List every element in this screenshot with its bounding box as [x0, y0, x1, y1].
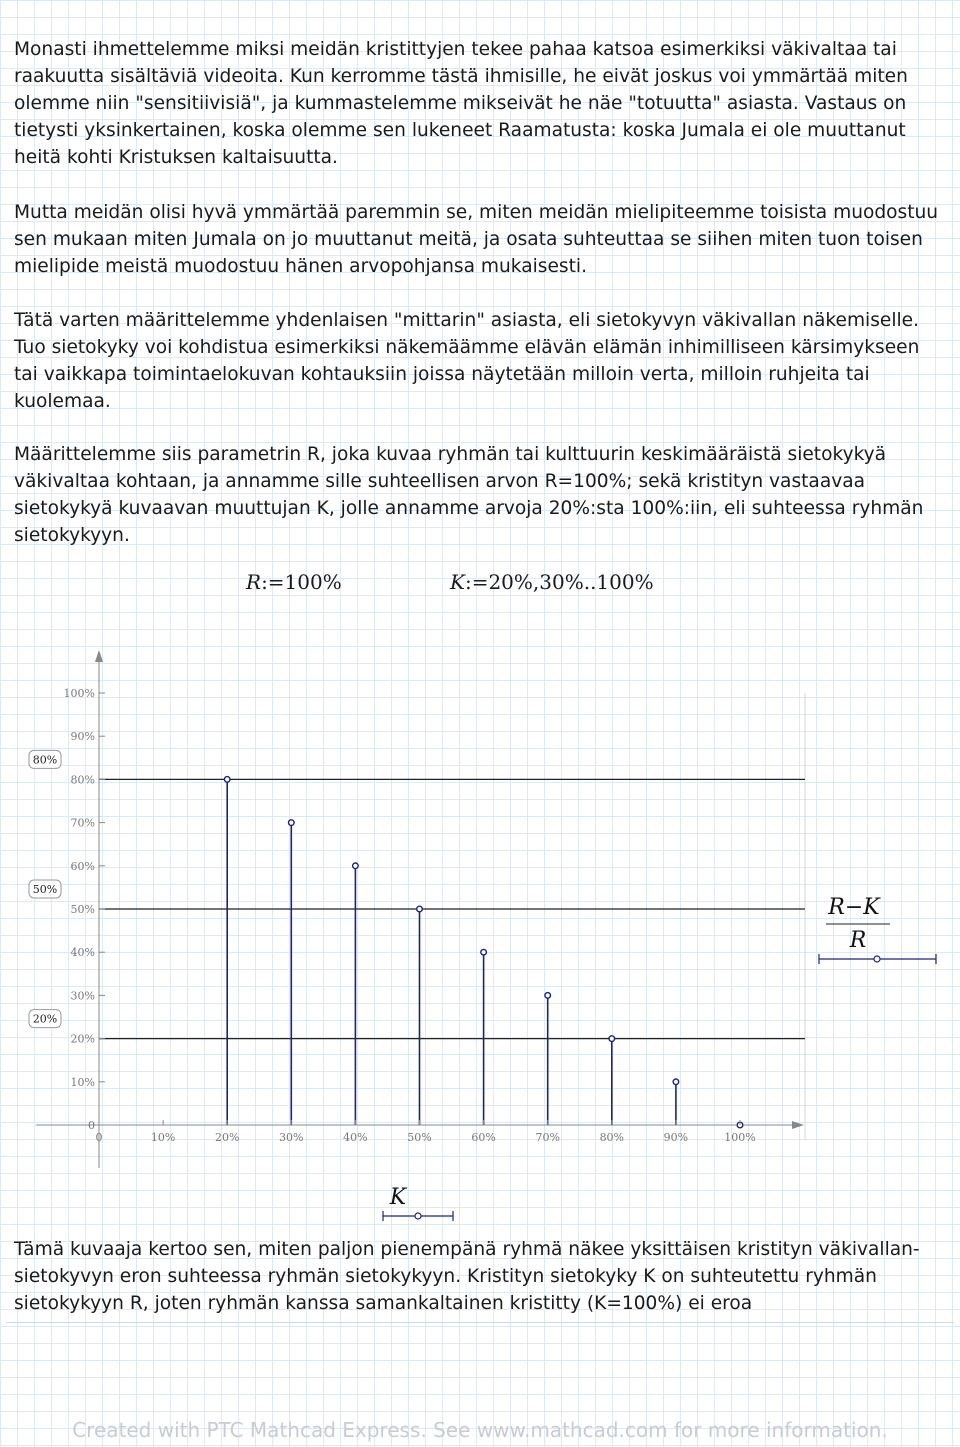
x-label: K [389, 1185, 407, 1210]
stem-plot[interactable] [0, 640, 960, 1230]
y-tick-label: 80% [70, 773, 95, 787]
x-tick-label: 50% [407, 1131, 432, 1144]
plot-marker-lines [99, 779, 805, 1038]
y-tick-label: 70% [70, 816, 95, 830]
y-tick-label: 100% [63, 687, 95, 700]
data-point [417, 906, 423, 912]
data-point [609, 1036, 615, 1042]
plot-marker-labels[interactable] [29, 750, 61, 1027]
marker-label-box[interactable] [29, 750, 61, 768]
definition-r-var: R [246, 570, 262, 594]
y-label-denominator: R [849, 928, 867, 953]
marker-label-text: 50% [32, 883, 58, 896]
paragraph-measure: Tätä varten määrittelemme yhdenlaisen "mittarin" asiasta, eli sietokyvyn väkivallan näkemiselle. Tuo sietokyky voi kohdistua esimerkiksi näkemäämme elävän elämän inhimilliseen kärsimykseen tai vaikkapa toimintaelokuvan kohtauksiin joissa näytetään milloin verta, milloin ruhjeita tai kuolemaa. [14, 310, 920, 412]
y-axis-label[interactable] [819, 895, 936, 964]
x-label-placeholder-dot [415, 1213, 421, 1219]
y-tick-label: 20% [70, 1032, 95, 1046]
y-tick-label: 30% [70, 989, 95, 1003]
x-tick-label: 60% [471, 1131, 496, 1144]
plot-tick-labels [64, 687, 756, 1144]
y-label-placeholder-dot [874, 956, 880, 962]
definition-k[interactable] [450, 570, 654, 594]
definition-r-value: :=100% [261, 570, 342, 594]
paragraph-intro: Monasti ihmettelemme miksi meidän kristittyjen tekee pahaa katsoa esimerkiksi väkivaltaa tai raakuutta sisältäviä videoita. Kun kerromme tästä ihmisille, he eivät joskus voi ymmärtää miten olemme niin "sensitiivisiä", ja kummastelemme mikseivät he näe "totuutta" asiasta. Vastaus on tietysti yksinkertainen, koska olemme sen lukeneet Raamatusta: koska Jumala ei ole muuttanut heitä kohti Kristuksen kaltaisuutta. [14, 39, 908, 168]
marker-label-box[interactable] [29, 1010, 61, 1028]
y-tick-label: 0 [88, 1119, 95, 1132]
marker-label-text: 20% [32, 1012, 58, 1026]
paragraph-understanding: Mutta meidän olisi hyvä ymmärtää paremmin se, miten meidän mielipiteemme toisista muodostuu sen mukaan miten Jumala on jo muuttanut meitä, ja osata suhteuttaa se siihen miten tuon toisen mielipide meistä muodostuu hänen arvopohjansa mukaisesti. [14, 202, 939, 277]
paragraph-parameters: Määrittelemme siis parametrin R, joka kuvaa ryhmän tai kulttuurin keskimääräistä sietokykyä väkivaltaa kohtaan, ja annamme sille suhteellisen arvon R=100%; sekä kristityn vastaavaa sietokykyä kuvaavan muuttujan K, jolle annamme arvoja 20%:sta 100%:iin, eli suhteessa ryhmän sietokykyyn. [14, 444, 924, 546]
x-axis-label[interactable] [383, 1185, 453, 1221]
footer-note: Created with PTC Mathcad Express. See www.mathcad.com for more information. [72, 1418, 888, 1442]
data-point [545, 993, 551, 999]
x-axis-arrow [792, 1121, 804, 1129]
y-tick-label: 50% [70, 903, 95, 916]
definition-r[interactable] [246, 570, 342, 594]
y-tick-label: 60% [70, 859, 95, 873]
data-point [289, 820, 295, 826]
x-tick-label: 0 [95, 1131, 103, 1144]
x-tick-label: 100% [724, 1131, 756, 1144]
x-tick-label: 70% [535, 1131, 560, 1144]
plot-series [224, 777, 742, 1128]
marker-label-text: 80% [32, 753, 58, 767]
paragraph-conclusion: Tämä kuvaaja kertoo sen, miten paljon pienempänä ryhmä näkee yksittäisen kristityn väkivallan-sietokyvyn eron suhteessa ryhmän sietokykyyn. Kristityn sietokyky K on suhteutettu ryhmän sietokykyyn R, joten ryhmän kanssa samankaltainen kristitty (K=100%) ei eroa [14, 1239, 920, 1314]
y-tick-label: 90% [70, 730, 95, 744]
data-point [224, 777, 230, 783]
data-point [481, 949, 487, 955]
x-tick-label: 80% [599, 1131, 625, 1144]
marker-label-box[interactable] [29, 880, 61, 898]
x-tick-label: 30% [279, 1131, 304, 1144]
x-tick-label: 40% [343, 1131, 368, 1144]
data-point [673, 1079, 679, 1085]
data-point [353, 863, 359, 869]
y-tick-label: 10% [70, 1075, 95, 1089]
x-tick-label: 90% [663, 1131, 689, 1144]
y-label-numerator: R−K [828, 895, 880, 920]
definition-k-value: :=20%,30%..100% [464, 570, 654, 594]
x-tick-label: 20% [214, 1131, 240, 1144]
y-axis-arrow [95, 650, 103, 662]
y-tick-label: 40% [70, 946, 95, 960]
x-tick-label: 10% [150, 1131, 176, 1144]
definition-k-var: K [450, 570, 465, 594]
